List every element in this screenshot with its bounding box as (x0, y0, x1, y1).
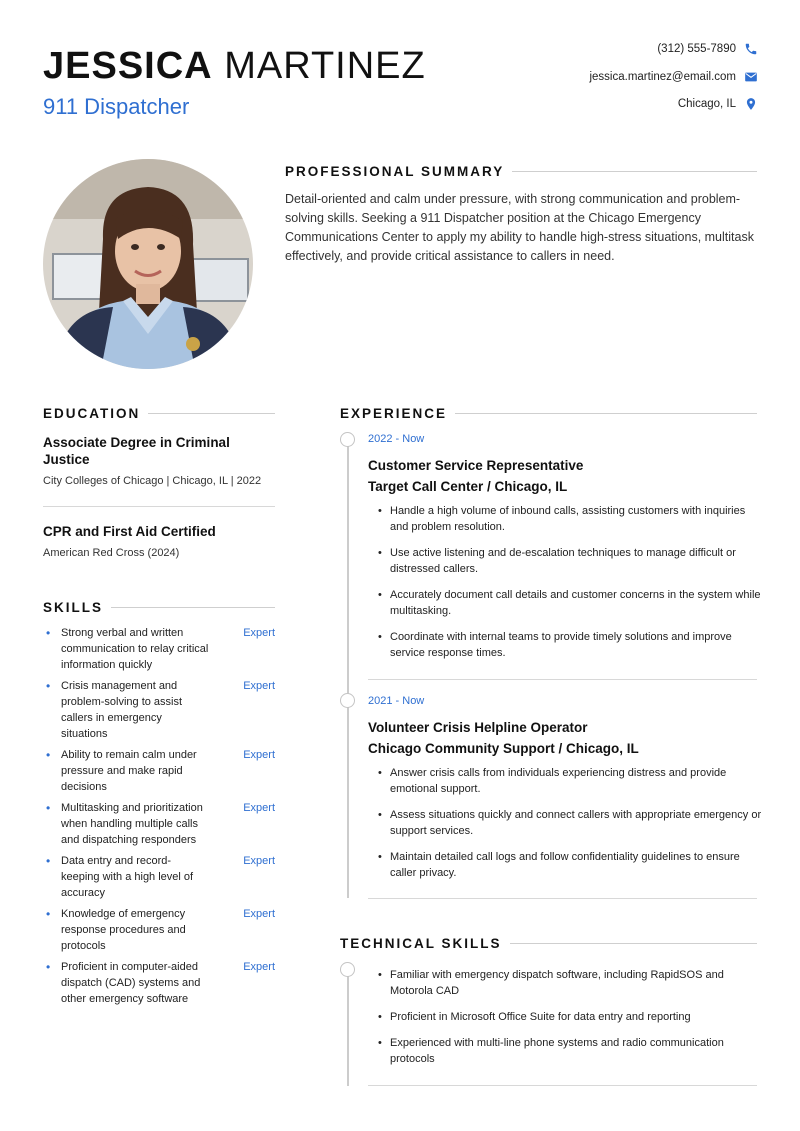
technical-skills-list (368, 959, 763, 1077)
contact-info (498, 40, 758, 123)
technical-bullets (368, 967, 763, 1067)
skill-item: • Ability to remain calm under pressure and make rapid decisions Expert (43, 747, 275, 795)
education-divider (43, 506, 275, 507)
list-item: • Familiar with emergency dispatch software, including RapidSOS and Motorola CAD (378, 969, 724, 997)
summary-text: Detail-oriented and calm under pressure, with strong communication and problem-solving skills. Seeking a 911 Dispatcher position at the Chicago Emergency Communications Center to apply my ability to handle high-stress situations, multitask effectively, and provide critical assistance to callers in need. (285, 192, 754, 263)
experience-entry (368, 695, 763, 891)
skill-item: • Knowledge of emergency response procedures and protocols Expert (43, 906, 275, 954)
technical-skills-heading: TECHNICAL SKILLS (340, 936, 757, 951)
timeline-marker (340, 962, 355, 977)
list-item: • Proficient in Microsoft Office Suite for data entry and reporting (378, 1011, 691, 1023)
bullet-icon: • (46, 907, 51, 921)
education-item (43, 434, 275, 487)
contact-email (498, 68, 758, 86)
job-dates: 2022 - Now (368, 433, 425, 445)
skill-level: Expert (243, 855, 275, 867)
bullet-icon: • (46, 960, 51, 974)
experience-entry (368, 433, 763, 671)
timeline-marker (340, 432, 355, 447)
experience-divider (368, 898, 757, 899)
contact-phone (498, 40, 758, 58)
email-text: jessica.martinez@email.com (589, 70, 736, 83)
job-bullets (368, 765, 763, 881)
degree-title: Associate Degree in Criminal Justice (43, 435, 230, 467)
skill-level: Expert (243, 908, 275, 920)
phone-icon (744, 42, 758, 56)
skill-item: • Crisis management and problem-solving to assist callers in emergency situations Expert (43, 678, 275, 742)
list-item: • Experienced with multi-line phone systems and radio communication protocols (378, 1037, 724, 1065)
skill-level: Expert (243, 802, 275, 814)
last-name: MARTINEZ (224, 45, 426, 87)
job-company: Chicago Community Support / Chicago, IL (368, 741, 639, 756)
skill-level: Expert (243, 627, 275, 639)
certification-issuer: American Red Cross (2024) (43, 547, 180, 559)
degree-school: City Colleges of Chicago | Chicago, IL | 2022 (43, 475, 262, 487)
skill-item: • Multitasking and prioritization when handling multiple calls and dispatching responders Expert (43, 800, 275, 848)
skill-level: Expert (243, 680, 275, 692)
first-name: JESSICA (43, 45, 213, 87)
skill-item: • Proficient in computer-aided dispatch (CAD) systems and other emergency software Expert (43, 959, 275, 1007)
skills-list (43, 625, 275, 1012)
profile-photo (43, 159, 253, 369)
list-item: • Handle a high volume of inbound calls, assisting customers with inquiries and problem resolution. (378, 505, 746, 533)
timeline-marker (340, 693, 355, 708)
envelope-icon (744, 70, 758, 84)
phone-text: (312) 555-7890 (657, 43, 736, 55)
skill-level: Expert (243, 749, 275, 761)
list-item: • Maintain detailed call logs and follow confidentiality guidelines to ensure caller privacy. (378, 851, 740, 879)
list-item: • Coordinate with internal teams to provide timely solutions and improve service response times. (378, 631, 732, 659)
job-company: Target Call Center / Chicago, IL (368, 479, 568, 494)
bullet-icon: • (46, 626, 51, 640)
technical-timeline (347, 968, 349, 1086)
skill-item: • Data entry and record-keeping with a high level of accuracy Expert (43, 853, 275, 901)
education-item (43, 523, 275, 559)
job-title: 911 Dispatcher (43, 94, 190, 119)
bullet-icon: • (46, 679, 51, 693)
summary-heading: PROFESSIONAL SUMMARY (285, 164, 757, 179)
list-item: • Answer crisis calls from individuals experiencing distress and provide emotional support. (378, 767, 727, 795)
list-item: • Use active listening and de-escalation techniques to manage difficult or distressed callers. (378, 547, 736, 575)
job-role: Volunteer Crisis Helpline Operator (368, 720, 588, 735)
map-pin-icon (744, 97, 758, 111)
technical-divider (368, 1085, 757, 1086)
bullet-icon: • (46, 801, 51, 815)
skill-item: • Strong verbal and written communication to relay critical information quickly Expert (43, 625, 275, 673)
experience-divider (368, 679, 757, 680)
bullet-icon: • (46, 854, 51, 868)
skill-level: Expert (243, 961, 275, 973)
job-role: Customer Service Representative (368, 458, 584, 473)
contact-location (498, 95, 758, 113)
list-item: • Accurately document call details and customer concerns in the system while multitasking. (378, 589, 761, 617)
location-text: Chicago, IL (677, 98, 736, 110)
job-bullets (368, 503, 763, 661)
candidate-name (43, 44, 426, 88)
list-item: • Assess situations quickly and connect callers with appropriate emergency or support services. (378, 809, 762, 837)
bullet-icon: • (46, 748, 51, 762)
education-heading: EDUCATION (43, 406, 275, 421)
experience-timeline (347, 440, 349, 898)
certification-title: CPR and First Aid Certified (43, 524, 216, 539)
skills-heading: SKILLS (43, 600, 275, 615)
experience-heading: EXPERIENCE (340, 406, 757, 421)
job-dates: 2021 - Now (368, 695, 425, 707)
